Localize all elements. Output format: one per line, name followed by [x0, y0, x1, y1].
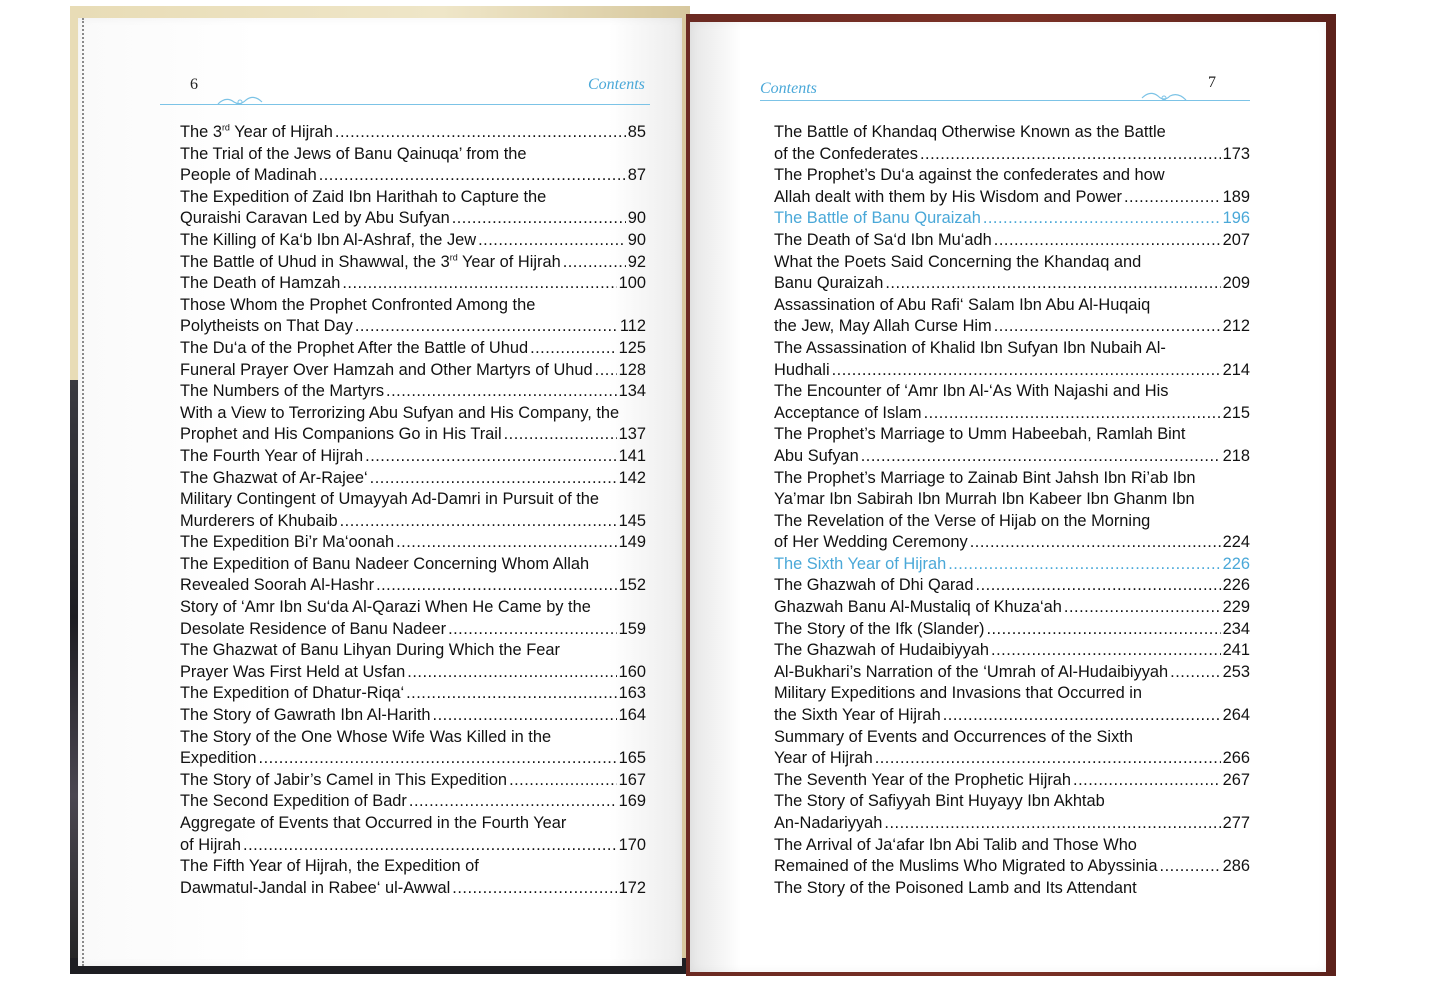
toc-entry-title: The Battle of Uhud in Shawwal, the 3rd Year of Hijrah [180, 252, 561, 271]
toc-entry-page-number: 160 [618, 662, 646, 681]
toc-entry-page-number: 149 [618, 533, 646, 552]
toc-entry [180, 381, 646, 403]
toc-entry-line: The Ghazwat of Banu Lihyan During Which the Fear [180, 641, 560, 660]
running-head: Contents [760, 80, 817, 97]
toc-entry-line: Aggregate of Events that Occurred in the Fourth Year [180, 814, 567, 832]
toc-entry-page-number: 234 [1222, 619, 1250, 638]
dot-leader [595, 360, 617, 382]
toc-entry-leader-row [180, 770, 646, 792]
toc-entry [180, 597, 646, 640]
dot-leader [994, 316, 1221, 338]
toc-entry-page-number: 286 [1222, 857, 1250, 876]
toc-entry-title: Prophet and His Companions Go in His Trail [180, 425, 502, 444]
dot-leader [1170, 662, 1220, 684]
toc-entry-page-number: 267 [1222, 770, 1250, 789]
dot-leader [409, 791, 617, 813]
toc-entry-leader-row [774, 360, 1250, 382]
toc-entry-leader-row [774, 575, 1250, 597]
right-page [690, 22, 1326, 972]
toc-entry-leader-row [180, 273, 646, 295]
dot-leader [452, 878, 616, 900]
toc-entry-leader-row [180, 316, 646, 338]
toc-entry-line: The Revelation of the Verse of Hijab on the Morning [774, 511, 1151, 530]
toc-entry-title: Prayer Was First Held at Usfan [180, 662, 406, 681]
toc-entry-page-number: 253 [1222, 662, 1250, 681]
toc-entry [180, 791, 646, 813]
toc-entry [774, 381, 1250, 424]
toc-entry-leader-row [774, 230, 1250, 252]
toc-entry-title: The Sixth Year of Hijrah [774, 554, 947, 573]
toc-entry-leader-row [180, 878, 646, 900]
toc-entry-page-number: 163 [618, 684, 646, 703]
toc-entry-line: The Trial of the Jews of Banu Qainuqa’ from the [180, 144, 527, 163]
toc-entry-title: The Story of the Ifk (Slander) [774, 619, 985, 638]
toc-entry [180, 640, 646, 683]
table-of-contents-left [180, 122, 646, 899]
toc-entry-page-number: 159 [618, 619, 646, 638]
toc-entry-page-number: 90 [627, 230, 646, 249]
toc-entry-leader-row [774, 532, 1250, 554]
toc-entry-leader-row [774, 554, 1250, 576]
dot-leader [884, 813, 1220, 835]
dot-leader [370, 468, 617, 490]
toc-entry-leader-row [180, 424, 646, 446]
toc-entry [774, 727, 1250, 770]
toc-entry-title: The Story of Gawrath Ibn Al-Harith [180, 706, 431, 725]
toc-entry [180, 532, 646, 554]
toc-entry-page-number: 173 [1222, 144, 1250, 163]
dot-leader [885, 273, 1220, 295]
dot-leader [875, 748, 1221, 770]
toc-entry-title: The Ghazwah of Dhi Qarad [774, 576, 974, 595]
dot-leader [1160, 856, 1221, 878]
toc-entry [774, 835, 1250, 878]
toc-entry-title: Abu Sufyan [774, 446, 859, 465]
toc-entry-line: The Arrival of Ja‘afar Ibn Abi Talib and Those Who [774, 835, 1137, 854]
toc-entry [180, 683, 646, 705]
dot-leader [1064, 597, 1221, 619]
dot-leader [994, 230, 1221, 252]
toc-entry-page-number: 142 [618, 468, 646, 487]
toc-entry [180, 727, 646, 770]
dot-leader [452, 208, 626, 230]
toc-entry [180, 360, 646, 382]
toc-entry-leader-row [180, 748, 646, 770]
toc-entry-leader-row [180, 835, 646, 857]
toc-entry-page-number: 134 [618, 382, 646, 401]
toc-entry-leader-row [774, 316, 1250, 338]
toc-entry-page-number: 212 [1222, 317, 1250, 336]
toc-entry-line: Ya’mar Ibn Sabirah Ibn Murrah Ibn Kabeer Ibn Ghanm Ibn [774, 490, 1195, 509]
toc-entry [180, 230, 646, 252]
dot-leader [920, 144, 1221, 166]
toc-entry-title: The Du‘a of the Prophet After the Battle of Uhud [180, 338, 529, 357]
dot-leader [407, 662, 616, 684]
toc-entry [180, 273, 646, 295]
toc-entry-leader-row [774, 187, 1250, 209]
dot-leader [478, 230, 626, 252]
dot-leader [563, 252, 626, 274]
toc-entry-title: People of Madinah [180, 166, 317, 185]
running-head: Contents [588, 76, 645, 93]
dot-leader [319, 165, 626, 187]
toc-entry-title: Murderers of Khubaib [180, 511, 338, 530]
dot-leader [924, 403, 1221, 425]
toc-entry-line: Assassination of Abu Rafi‘ Salam Ibn Abu Al-Huqaiq [774, 295, 1151, 314]
left-page [78, 18, 682, 966]
toc-entry-title: Revealed Soorah Al-Hashr [180, 576, 375, 595]
toc-entry-page-number: 218 [1222, 446, 1250, 465]
toc-entry-page-number: 207 [1222, 230, 1250, 249]
toc-entry [180, 338, 646, 360]
toc-entry-page-number: 266 [1222, 749, 1250, 768]
toc-entry-leader-row [774, 597, 1250, 619]
toc-entry-leader-row [774, 619, 1250, 641]
toc-entry-title: The Second Expedition of Badr [180, 792, 407, 811]
toc-entry [180, 252, 646, 274]
toc-entry-title: Allah dealt with them by His Wisdom and Power [774, 187, 1122, 206]
toc-entry-title: The Death of Sa‘d Ibn Mu‘adh [774, 230, 992, 249]
toc-entry [180, 144, 646, 187]
dot-leader [365, 446, 617, 468]
toc-entry-line: What the Poets Said Concerning the Khandaq and [774, 252, 1142, 271]
table-of-contents-right [774, 122, 1250, 899]
toc-entry-title: The 3rd Year of Hijrah [180, 122, 333, 141]
dot-leader [396, 532, 617, 554]
toc-entry [774, 295, 1250, 338]
toc-entry-leader-row [180, 683, 646, 705]
toc-entry [774, 575, 1250, 597]
toc-entry-title: the Sixth Year of Hijrah [774, 706, 941, 725]
toc-entry-line: The Prophet’s Du‘a against the confederates and how [774, 166, 1165, 185]
toc-entry-page-number: 112 [619, 317, 646, 336]
toc-entry-leader-row [180, 381, 646, 403]
toc-entry-page-number: 167 [618, 770, 646, 789]
toc-entry-leader-row [180, 705, 646, 727]
toc-entry-page-number: 229 [1222, 598, 1250, 617]
toc-entry-title: The Fourth Year of Hijrah [180, 446, 364, 465]
toc-entry [774, 165, 1250, 208]
toc-entry-page-number: 125 [618, 338, 646, 357]
toc-entry-leader-row [180, 532, 646, 554]
toc-entry [180, 554, 646, 597]
toc-entry-leader-row [774, 208, 1250, 230]
toc-entry-leader-row [180, 122, 646, 144]
toc-entry-line: The Encounter of ‘Amr Ibn Al-‘As With Najashi and His [774, 382, 1169, 401]
toc-entry-title: of Hijrah [180, 835, 242, 854]
toc-entry [774, 683, 1250, 726]
toc-entry-title: Desolate Residence of Banu Nadeer [180, 619, 447, 638]
toc-entry-title: The Killing of Ka‘b Ibn Al-Ashraf, the Jew [180, 230, 477, 249]
toc-entry-title: The Death of Hamzah [180, 274, 341, 293]
toc-entry-leader-row [180, 791, 646, 813]
toc-entry-leader-row [774, 662, 1250, 684]
dot-leader [335, 122, 626, 144]
dot-leader [991, 640, 1221, 662]
toc-entry [774, 597, 1250, 619]
dot-leader [406, 683, 617, 705]
toc-entry-title: Hudhali [774, 360, 830, 379]
dot-leader [983, 208, 1221, 230]
toc-entry-line: The Battle of Khandaq Otherwise Known as the Battle [774, 123, 1166, 141]
dot-leader [355, 316, 618, 338]
toc-entry [180, 295, 646, 338]
toc-entry [180, 856, 646, 899]
toc-entry [774, 662, 1250, 684]
toc-entry-title: Dawmatul-Jandal in Rabee‘ ul-Awwal [180, 878, 451, 897]
toc-entry [774, 252, 1250, 295]
page-number: 6 [190, 76, 198, 93]
dot-leader [509, 770, 617, 792]
toc-entry [180, 446, 646, 468]
toc-entry-page-number: 90 [627, 209, 646, 228]
toc-entry-page-number: 241 [1222, 641, 1250, 660]
toc-entry-title: Quraishi Caravan Led by Abu Sufyan [180, 209, 450, 228]
toc-entry-leader-row [774, 144, 1250, 166]
toc-entry [774, 338, 1250, 381]
toc-entry [774, 424, 1250, 467]
toc-entry-page-number: 169 [618, 792, 646, 811]
toc-entry-title: Polytheists on That Day [180, 317, 353, 336]
dot-leader [861, 446, 1221, 468]
toc-entry-leader-row [774, 770, 1250, 792]
toc-entry-title: The Ghazwat of Ar-Rajee‘ [180, 468, 368, 487]
toc-entry-title: Acceptance of Islam [774, 403, 922, 422]
toc-entry-title: The Expedition of Dhatur-Riqa‘ [180, 684, 405, 703]
toc-entry-line: With a View to Terrorizing Abu Sufyan and His Company, the [180, 403, 620, 422]
toc-entry-title: of Her Wedding Ceremony [774, 533, 968, 552]
toc-entry-leader-row [180, 230, 646, 252]
toc-entry-leader-row [180, 511, 646, 533]
toc-entry-line: Military Contingent of Umayyah Ad-Damri in Pursuit of the [180, 490, 600, 509]
toc-entry-leader-row [180, 252, 646, 274]
toc-entry-leader-row [774, 748, 1250, 770]
toc-entry-line: The Story of Safiyyah Bint Huyayy Ibn Akhtab [774, 792, 1105, 811]
toc-entry-leader-row [774, 273, 1250, 295]
page-number: 7 [1208, 74, 1216, 91]
toc-entry-line: Summary of Events and Occurrences of the Sixth [774, 727, 1133, 746]
dot-leader [340, 511, 617, 533]
toc-entry-page-number: 128 [618, 360, 646, 379]
dot-leader [976, 575, 1221, 597]
toc-entry-leader-row [180, 165, 646, 187]
toc-entry-leader-row [180, 338, 646, 360]
dot-leader [433, 705, 617, 727]
toc-entry-title: the Jew, May Allah Curse Him [774, 317, 992, 336]
toc-entry-title: Al-Bukhari’s Narration of the ‘Umrah of Al-Hudaibiyyah [774, 662, 1169, 681]
toc-entry-page-number: 87 [627, 166, 646, 185]
toc-entry-title: The Expedition Bi’r Ma‘oonah [180, 533, 395, 552]
dot-leader [448, 619, 617, 641]
toc-entry-page-number: 215 [1222, 403, 1250, 422]
toc-entry-line: The Story of the Poisoned Lamb and Its Attendant [774, 878, 1137, 897]
toc-entry-title: An-Nadariyyah [774, 814, 883, 832]
toc-entry-page-number: 141 [618, 446, 646, 465]
toc-entry-leader-row [180, 468, 646, 490]
dot-leader [1073, 770, 1221, 792]
toc-entry [180, 705, 646, 727]
toc-entry-page-number: 170 [618, 835, 646, 854]
toc-entry-title: The Seventh Year of the Prophetic Hijrah [774, 770, 1072, 789]
toc-entry-page-number: 137 [618, 425, 646, 444]
toc-entry-page-number: 100 [618, 274, 646, 293]
toc-entry [774, 770, 1250, 792]
toc-entry-leader-row [180, 208, 646, 230]
dot-leader [376, 575, 617, 597]
toc-entry-title: of the Confederates [774, 144, 918, 163]
toc-entry [774, 640, 1250, 662]
toc-entry-page-number: 226 [1222, 576, 1250, 595]
header-ornament-icon [216, 94, 264, 108]
toc-entry-leader-row [180, 446, 646, 468]
toc-entry-title: Ghazwah Banu Al-Mustaliq of Khuza‘ah [774, 598, 1062, 617]
toc-entry [180, 187, 646, 230]
dot-leader [342, 273, 616, 295]
dot-leader [386, 381, 617, 403]
toc-entry [774, 122, 1250, 165]
toc-entry-line: The Assassination of Khalid Ibn Sufyan Ibn Nubaih Al- [774, 338, 1166, 357]
toc-entry [774, 791, 1250, 834]
toc-entry [774, 878, 1250, 900]
toc-entry-title: The Battle of Banu Quraizah [774, 209, 981, 228]
dot-leader [259, 748, 617, 770]
dot-leader [1124, 187, 1221, 209]
toc-entry-title: The Story of Jabir’s Camel in This Expedition [180, 770, 508, 789]
dot-leader [243, 835, 617, 857]
toc-entry-page-number: 277 [1222, 814, 1250, 832]
toc-entry [180, 122, 646, 144]
toc-entry-leader-row [774, 446, 1250, 468]
dot-leader [504, 424, 617, 446]
dot-leader [832, 360, 1221, 382]
dot-leader [943, 705, 1221, 727]
toc-entry-line: The Story of the One Whose Wife Was Killed in the [180, 727, 552, 746]
toc-entry-leader-row [774, 813, 1250, 835]
toc-entry-title: Expedition [180, 749, 257, 768]
toc-entry-line: The Expedition of Banu Nadeer Concerning Whom Allah [180, 554, 590, 573]
toc-entry [774, 468, 1250, 554]
toc-entry-page-number: 92 [627, 252, 646, 271]
dot-leader [986, 619, 1220, 641]
toc-entry-page-number: 85 [627, 123, 646, 141]
toc-entry [774, 619, 1250, 641]
toc-entry-page-number: 214 [1222, 360, 1250, 379]
toc-entry-title: The Numbers of the Martyrs [180, 382, 385, 401]
toc-entry-page-number: 189 [1222, 187, 1250, 206]
toc-entry [180, 468, 646, 490]
toc-entry-title: The Ghazwah of Hudaibiyyah [774, 641, 990, 660]
toc-entry-line: The Expedition of Zaid Ibn Harithah to Capture the [180, 187, 547, 206]
dot-leader [970, 532, 1221, 554]
toc-entry [180, 489, 646, 532]
toc-entry-page-number: 226 [1222, 554, 1250, 573]
header-ornament-icon [1140, 90, 1188, 104]
toc-entry-title: Remained of the Muslims Who Migrated to Abyssinia [774, 857, 1158, 876]
toc-entry-page-number: 164 [618, 706, 646, 725]
toc-entry-title: Banu Quraizah [774, 274, 884, 293]
toc-entry-leader-row [180, 619, 646, 641]
toc-entry-title: Year of Hijrah [774, 749, 873, 768]
toc-entry-leader-row [180, 575, 646, 597]
toc-entry [774, 208, 1250, 230]
toc-entry-page-number: 224 [1222, 533, 1250, 552]
toc-entry-title: Funeral Prayer Over Hamzah and Other Martyrs of Uhud [180, 360, 593, 379]
toc-entry-page-number: 196 [1222, 209, 1250, 228]
toc-entry-line: The Prophet’s Marriage to Umm Habeebah, Ramlah Bint [774, 425, 1186, 444]
toc-entry [774, 230, 1250, 252]
toc-entry-page-number: 152 [618, 576, 646, 595]
dot-leader [530, 338, 617, 360]
toc-entry-leader-row [180, 360, 646, 382]
toc-entry-page-number: 145 [618, 511, 646, 530]
toc-entry [180, 403, 646, 446]
dot-leader [948, 554, 1220, 576]
toc-entry-leader-row [180, 662, 646, 684]
toc-entry [180, 770, 646, 792]
toc-entry-leader-row [774, 856, 1250, 878]
toc-entry [774, 554, 1250, 576]
toc-entry-line: Those Whom the Prophet Confronted Among the [180, 295, 536, 314]
toc-entry-leader-row [774, 403, 1250, 425]
toc-entry-leader-row [774, 640, 1250, 662]
toc-entry-page-number: 172 [618, 878, 646, 897]
toc-entry-line: The Prophet’s Marriage to Zainab Bint Jahsh Ibn Ri’ab Ibn [774, 468, 1196, 487]
toc-entry-leader-row [774, 705, 1250, 727]
toc-entry-page-number: 264 [1222, 706, 1250, 725]
toc-entry [180, 813, 646, 856]
toc-entry-line: Story of ‘Amr Ibn Su‘da Al-Qarazi When He Came by the [180, 598, 591, 617]
toc-entry-line: Military Expeditions and Invasions that Occurred in [774, 684, 1143, 703]
toc-entry-page-number: 209 [1222, 274, 1250, 293]
toc-entry-page-number: 165 [618, 749, 646, 768]
toc-entry-line: The Fifth Year of Hijrah, the Expedition of [180, 857, 479, 876]
